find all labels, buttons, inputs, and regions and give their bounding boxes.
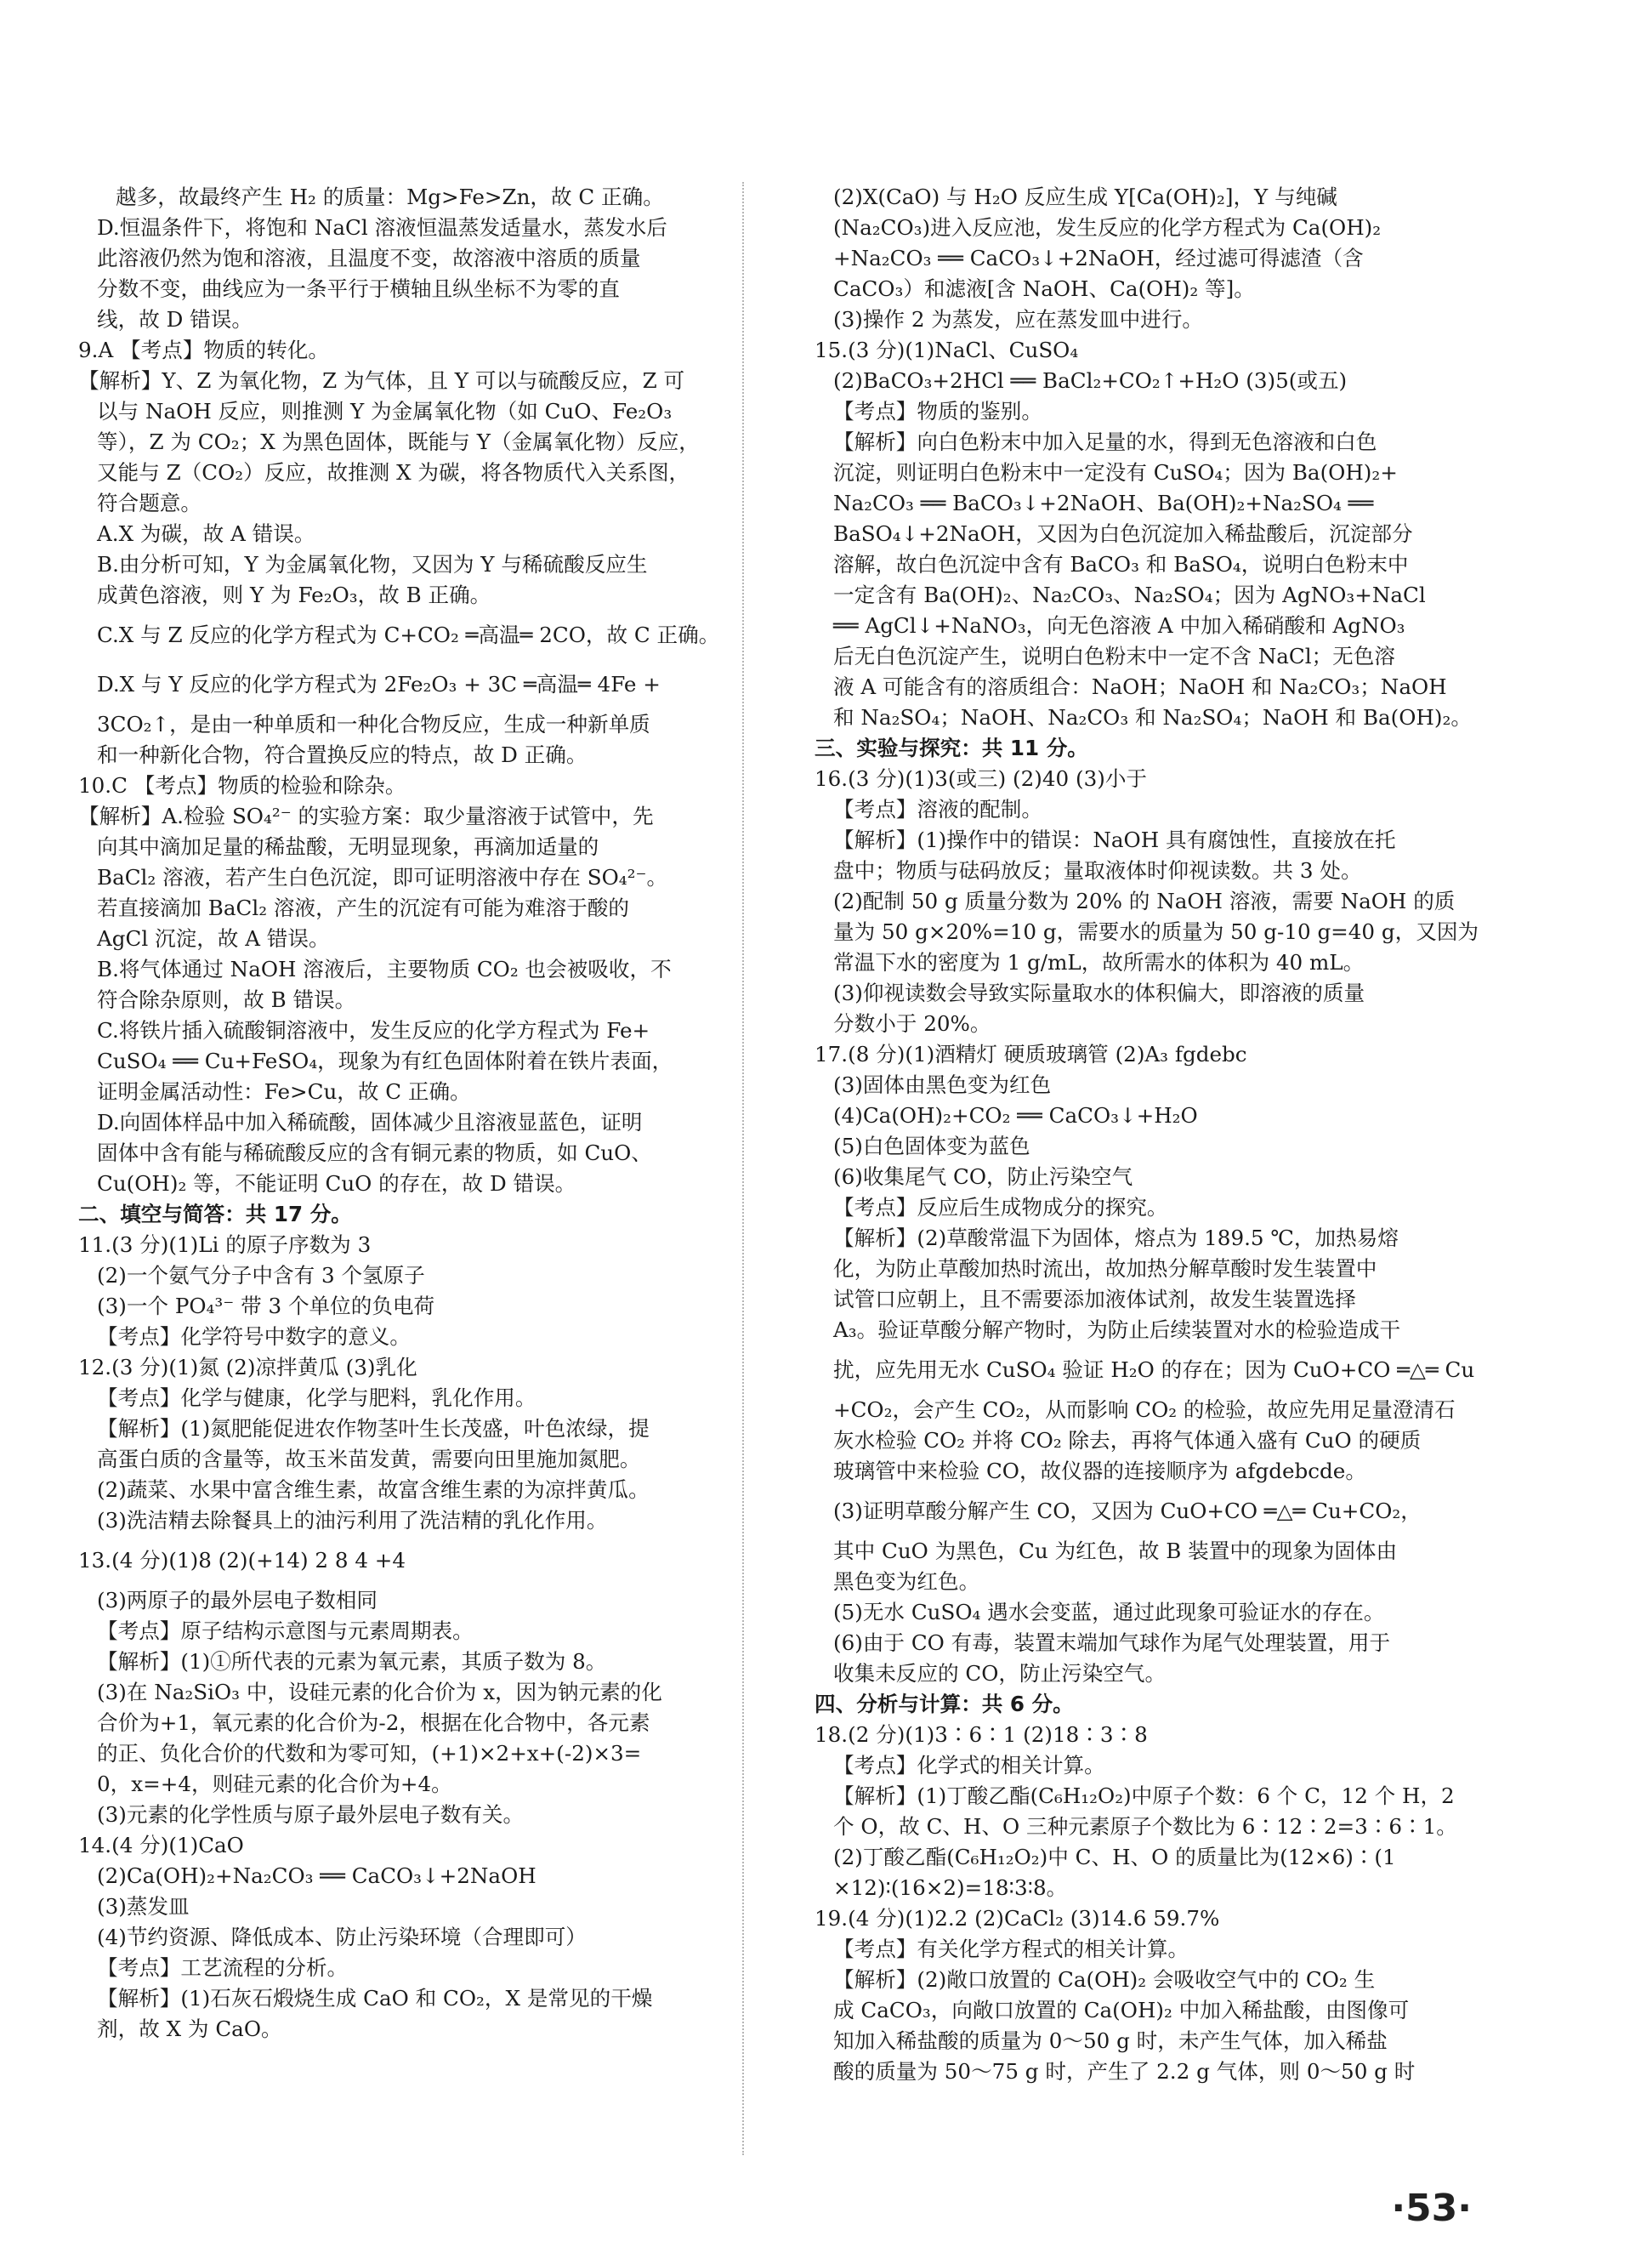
text-line: D.向固体样品中加入稀硫酸，固体减少且溶液显蓝色，证明	[97, 1110, 643, 1135]
text-line: (3)洗洁精去除餐具上的油污利用了洗洁精的乳化作用。	[97, 1508, 608, 1533]
text-line: D.恒温条件下，将饱和 NaCl 溶液恒温蒸发适量水，蒸发水后	[97, 215, 667, 240]
text-line: 固体中含有能与稀硫酸反应的含有铜元素的物质，如 CuO、	[97, 1141, 652, 1165]
text-line: 常温下水的密度为 1 g/mL，故所需水的体积为 40 mL。	[833, 950, 1365, 975]
text-line: 【考点】物质的鉴别。	[833, 399, 1042, 424]
text-line: 【解析】(1)操作中的错误：NaOH 具有腐蚀性，直接放在托	[833, 828, 1396, 852]
text-line: 【解析】(1)丁酸乙酯(C₆H₁₂O₂)中原子个数：6 个 C，12 个 H，2	[833, 1783, 1455, 1808]
text-line: 线，故 D 错误。	[97, 307, 253, 332]
text-line: 成黄色溶液，则 Y 为 Fe₂O₃，故 B 正确。	[97, 583, 491, 607]
text-line: (2)丁酸乙酯(C₆H₁₂O₂)中 C、H、O 的质量比为(12×6)∶(1	[833, 1845, 1396, 1869]
text-line: (3)证明草酸分解产生 CO，又因为 CuO+CO ═△═ Cu+CO₂，	[833, 1499, 1422, 1523]
text-line: 11.(3 分)(1)Li 的原子序数为 3	[78, 1232, 372, 1257]
text-line: A₃。验证草酸分解产物时，为防止后续装置对水的检验造成干	[833, 1317, 1401, 1342]
text-line: (3)固体由黑色变为红色	[833, 1072, 1052, 1097]
text-line: 其中 CuO 为黑色，Cu 为红色，故 B 装置中的现象为固体由	[833, 1539, 1398, 1563]
text-line: 以与 NaOH 反应，则推测 Y 为金属氧化物（如 CuO、Fe₂O₃	[97, 399, 673, 424]
text-line: 符合题意。	[97, 491, 202, 515]
text-line: (3)操作 2 为蒸发，应在蒸发皿中进行。	[833, 307, 1204, 332]
text-line: 液 A 可能含有的溶质组合：NaOH；NaOH 和 Na₂CO₃；NaOH	[833, 674, 1447, 699]
text-line: 【解析】向白色粉末中加入足量的水，得到无色溶液和白色	[833, 429, 1377, 454]
text-line: CaCO₃）和滤液[含 NaOH、Ca(OH)₂ 等]。	[833, 276, 1255, 301]
text-line: (2)一个氨气分子中含有 3 个氢原子	[97, 1263, 425, 1288]
text-line: 14.(4 分)(1)CaO	[78, 1833, 244, 1857]
text-line: 【考点】原子结构示意图与元素周期表。	[97, 1618, 474, 1643]
text-line: 高蛋白质的含量等，故玉米苗发黄，需要向田里施加氮肥。	[97, 1447, 641, 1471]
text-line: BaSO₄↓+2NaOH，又因为白色沉淀加入稀盐酸后，沉淀部分	[833, 521, 1413, 546]
text-line: 【考点】反应后生成物成分的探究。	[833, 1195, 1168, 1220]
text-line: 黑色变为红色。	[833, 1569, 980, 1594]
text-line: (5)白色固体变为蓝色	[833, 1134, 1030, 1158]
text-line: 剂，故 X 为 CaO。	[97, 2017, 282, 2041]
text-line: 溶解，故白色沉淀中含有 BaCO₃ 和 BaSO₄，说明白色粉末中	[833, 552, 1409, 577]
text-line: B.由分析可知，Y 为金属氧化物，又因为 Y 与稀硫酸反应生	[97, 552, 648, 577]
text-line: 后无白色沉淀产生，说明白色粉末中一定不含 NaCl；无色溶	[833, 644, 1395, 668]
text-line: 向其中滴加足量的稀盐酸，无明显现象，再滴加适量的	[97, 834, 599, 859]
text-line: A.X 为碳，故 A 错误。	[97, 521, 315, 546]
text-line: (4)Ca(OH)₂+CO₂ ══ CaCO₃↓+H₂O	[833, 1103, 1198, 1128]
text-line: 试管口应朝上，且不需要添加液体试剂，故发生装置选择	[833, 1287, 1356, 1311]
text-line: 3CO₂↑，是由一种单质和一种化合物反应，生成一种新单质	[97, 712, 650, 737]
text-line: (Na₂CO₃)进入反应池，发生反应的化学方程式为 Ca(OH)₂	[833, 215, 1382, 240]
page-number: ·53·	[1391, 2187, 1472, 2230]
left-column	[78, 182, 741, 2045]
section-heading: 四、分析与计算：共 6 分。	[815, 1692, 1074, 1716]
text-line: 一定含有 Ba(OH)₂、Na₂CO₃、Na₂SO₄；因为 AgNO₃+NaCl	[833, 583, 1426, 607]
text-line: (6)由于 CO 有毒，装置末端加气球作为尾气处理装置，用于	[833, 1630, 1391, 1655]
text-line: (2)X(CaO) 与 H₂O 反应生成 Y[Ca(OH)₂]，Y 与纯碱	[833, 185, 1337, 209]
text-line: 化，为防止草酸加热时流出，故加热分解草酸时发生装置中	[833, 1256, 1377, 1281]
text-line: ×12)∶(16×2)=18∶3∶8。	[833, 1875, 1068, 1900]
text-line: 15.(3 分)(1)NaCl、CuSO₄	[815, 338, 1079, 362]
section-heading: 二、填空与简答：共 17 分。	[78, 1202, 352, 1226]
text-line: 酸的质量为 50～75 g 时，产生了 2.2 g 气体，则 0～50 g 时	[833, 2059, 1416, 2084]
text-line: (3)一个 PO₄³⁻ 带 3 个单位的负电荷	[97, 1294, 435, 1318]
text-line: 成 CaCO₃，向敞口放置的 Ca(OH)₂ 中加入稀盐酸，由图像可	[833, 1998, 1410, 2022]
text-line: (3)元素的化学性质与原子最外层电子数有关。	[97, 1802, 525, 1827]
text-line: (3)两原子的最外层电子数相同	[97, 1588, 378, 1613]
text-line: 18.(2 分)(1)3∶6∶1 (2)18∶3∶8	[815, 1722, 1148, 1747]
text-line: 10.C 【考点】物质的检验和除杂。	[78, 773, 406, 798]
column-divider	[742, 182, 744, 2155]
text-line: 符合除杂原则，故 B 错误。	[97, 987, 356, 1012]
text-line: 的正、负化合价的代数和为零可知，(+1)×2+x+(-2)×3=	[97, 1741, 642, 1766]
text-line: 玻璃管中来检验 CO，故仪器的连接顺序为 afgdebcde。	[833, 1459, 1366, 1483]
text-line: C.将铁片插入硫酸铜溶液中，发生反应的化学方程式为 Fe+	[97, 1018, 650, 1043]
text-line: 沉淀，则证明白色粉末中一定没有 CuSO₄；因为 Ba(OH)₂+	[833, 460, 1398, 485]
text-line: 证明金属活动性：Fe>Cu，故 C 正确。	[97, 1079, 471, 1104]
text-line: 【解析】(1)石灰石煅烧生成 CaO 和 CO₂，X 是常见的干燥	[97, 1986, 653, 2011]
text-line: ══ AgCl↓+NaNO₃，向无色溶液 A 中加入稀硝酸和 AgNO₃	[833, 613, 1405, 638]
section-heading: 三、实验与探究：共 11 分。	[815, 736, 1088, 760]
text-line: 灰水检验 CO₂ 并将 CO₂ 除去，再将气体通入盛有 CuO 的硬质	[833, 1428, 1422, 1453]
text-line: (5)无水 CuSO₄ 遇水会变蓝，通过此现象可验证水的存在。	[833, 1600, 1385, 1624]
text-line: 合价为+1，氧元素的化合价为-2，根据在化合物中，各元素	[97, 1710, 650, 1735]
text-line: (6)收集尾气 CO，防止污染空气	[833, 1164, 1133, 1189]
right-column	[815, 182, 1478, 2087]
text-line: 分数小于 20%。	[833, 1011, 991, 1036]
text-line: 12.(3 分)(1)氮 (2)凉拌黄瓜 (3)乳化	[78, 1355, 417, 1379]
text-line: 收集未反应的 CO，防止污染空气。	[833, 1661, 1167, 1686]
text-line: 13.(4 分)(1)8 (2)(+14) 2 8 4 +4	[78, 1548, 406, 1573]
text-line: 19.(4 分)(1)2.2 (2)CaCl₂ (3)14.6 59.7%	[815, 1906, 1220, 1931]
text-line: 【解析】(1)①所代表的元素为氧元素，其质子数为 8。	[97, 1649, 607, 1674]
text-line: (2)配制 50 g 质量分数为 20% 的 NaOH 溶液，需要 NaOH 的质	[833, 889, 1456, 913]
text-line: 0，x=+4，则硅元素的化合价为+4。	[97, 1772, 452, 1796]
text-line: 17.(8 分)(1)酒精灯 硬质玻璃管 (2)A₃ fgdebc	[815, 1042, 1247, 1067]
text-line: 越多，故最终产生 H₂ 的质量：Mg>Fe>Zn，故 C 正确。	[116, 185, 664, 209]
text-line: 【解析】(1)氮肥能促进农作物茎叶生长茂盛，叶色浓绿，提	[97, 1416, 650, 1441]
text-line: (4)节约资源、降低成本、防止污染环境（合理即可）	[97, 1925, 587, 1949]
text-line: 9.A 【考点】物质的转化。	[78, 338, 329, 362]
text-line: 【解析】Y、Z 为氧化物，Z 为气体，且 Y 可以与硫酸反应，Z 可	[78, 368, 685, 393]
text-line: Cu(OH)₂ 等，不能证明 CuO 的存在，故 D 错误。	[97, 1171, 576, 1196]
text-line: (3)蒸发皿	[97, 1894, 190, 1919]
text-line: +CO₂，会产生 CO₂，从而影响 CO₂ 的检验，故应先用足量澄清石	[833, 1397, 1456, 1422]
text-line: 【考点】工艺流程的分析。	[97, 1955, 349, 1980]
text-line: CuSO₄ ══ Cu+FeSO₄，现象为有红色固体附着在铁片表面，	[97, 1049, 673, 1073]
text-line: (3)仰视读数会导致实际量取水的体积偏大，即溶液的质量	[833, 981, 1365, 1005]
text-line: 又能与 Z（CO₂）反应，故推测 X 为碳，将各物质代入关系图，	[97, 460, 690, 485]
text-line: 个 O，故 C、H、O 三种元素原子个数比为 6∶12∶2=3∶6∶1。	[833, 1814, 1457, 1839]
text-line: AgCl 沉淀，故 A 错误。	[97, 926, 330, 951]
text-line: 【考点】有关化学方程式的相关计算。	[833, 1937, 1189, 1961]
text-line: 量为 50 g×20%=10 g，需要水的质量为 50 g-10 g=40 g，又因为	[833, 919, 1479, 944]
text-line: 【解析】(2)草酸常温下为固体，熔点为 189.5 ℃，加热易熔	[833, 1226, 1399, 1250]
text-line: BaCl₂ 溶液，若产生白色沉淀，即可证明溶液中存在 SO₄²⁻。	[97, 865, 668, 890]
text-line: 16.(3 分)(1)3(或三) (2)40 (3)小于	[815, 766, 1148, 791]
text-line: 分数不变，曲线应为一条平行于横轴且纵坐标不为零的直	[97, 276, 620, 301]
text-line: (2)Ca(OH)₂+Na₂CO₃ ══ CaCO₃↓+2NaOH	[97, 1863, 536, 1888]
text-line: 和一种新化合物，符合置换反应的特点，故 D 正确。	[97, 742, 588, 767]
text-line: B.将气体通过 NaOH 溶液后，主要物质 CO₂ 也会被吸收，不	[97, 957, 672, 981]
text-line: 【考点】化学符号中数字的意义。	[97, 1324, 411, 1349]
text-line: 知加入稀盐酸的质量为 0～50 g 时，未产生气体，加入稀盐	[833, 2028, 1388, 2053]
text-line: 此溶液仍然为饱和溶液，且温度不变，故溶液中溶质的质量	[97, 246, 641, 270]
text-line: 【解析】A.检验 SO₄²⁻ 的实验方案：取少量溶液于试管中，先	[78, 804, 654, 828]
text-line: 等），Z 为 CO₂；X 为黑色固体，既能与 Y（金属氧化物）反应，	[97, 429, 700, 454]
text-line: 【考点】化学式的相关计算。	[833, 1753, 1105, 1778]
text-line: (2)BaCO₃+2HCl ══ BaCl₂+CO₂↑+H₂O (3)5(或五)	[833, 368, 1348, 393]
text-line: C.X 与 Z 反应的化学方程式为 C+CO₂ ═高温═ 2CO，故 C 正确。	[97, 623, 720, 647]
text-line: 盘中；物质与砝码放反；量取液体时仰视读数。共 3 处。	[833, 858, 1362, 883]
text-line: 【考点】化学与健康，化学与肥料，乳化作用。	[97, 1385, 536, 1410]
text-line: (3)在 Na₂SiO₃ 中，设硅元素的化合价为 x，因为钠元素的化	[97, 1680, 662, 1704]
text-line: Na₂CO₃ ══ BaCO₃↓+2NaOH、Ba(OH)₂+Na₂SO₄ ══	[833, 491, 1374, 515]
text-line: +Na₂CO₃ ══ CaCO₃↓+2NaOH，经过滤可得滤渣（含	[833, 246, 1364, 270]
text-line: D.X 与 Y 反应的化学方程式为 2Fe₂O₃ + 3C ═高温═ 4Fe +	[97, 672, 661, 697]
text-line: 若直接滴加 BaCl₂ 溶液，产生的沉淀有可能为难溶于酸的	[97, 896, 629, 920]
text-line: 和 Na₂SO₄；NaOH、Na₂CO₃ 和 Na₂SO₄；NaOH 和 Ba(OH)₂。	[833, 705, 1472, 730]
text-line: 扰，应先用无水 CuSO₄ 验证 H₂O 的存在；因为 CuO+CO ═△═ Cu	[833, 1357, 1475, 1382]
text-line: (2)蔬菜、水果中富含维生素，故富含维生素的为凉拌黄瓜。	[97, 1477, 650, 1502]
text-line: 【解析】(2)敞口放置的 Ca(OH)₂ 会吸收空气中的 CO₂ 生	[833, 1967, 1376, 1992]
text-line: 【考点】溶液的配制。	[833, 797, 1042, 822]
